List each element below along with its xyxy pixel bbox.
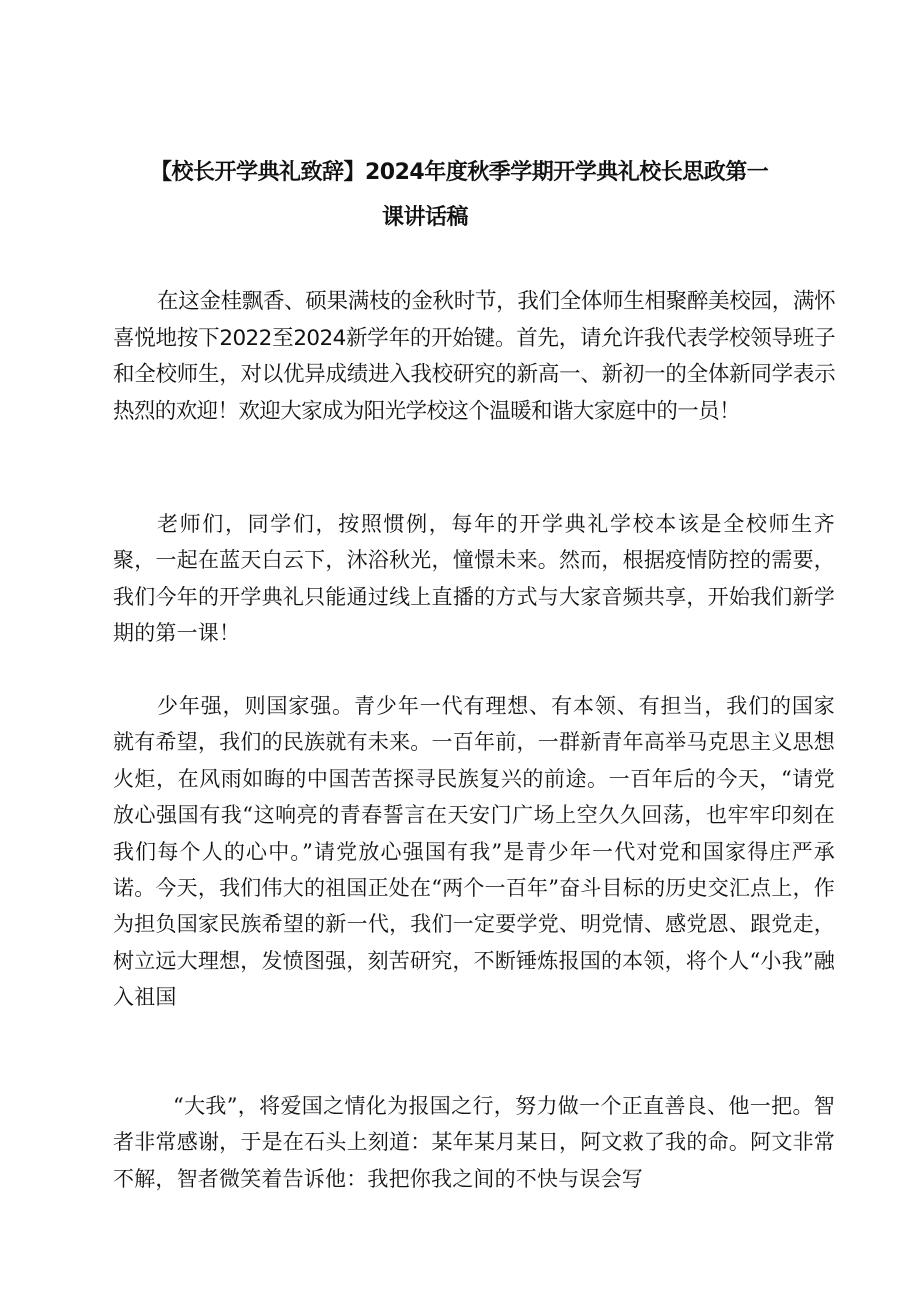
paragraph-welcome: 在这金桂飘香、硕果满枝的金秋时节，我们全体师生相聚醉美校园，满怀喜悦地按下2022至2024新学年的开始键。首先，请允许我代表学校领导班子和全校师生，对以优异成绩进入我校研究的新高一、新初一的全体新同学表示热烈的欢迎！欢迎大家成为阳光学校这个温暖和谐大家庭中的一员！	[113, 289, 835, 424]
title-line-2: 课讲话稿	[382, 205, 469, 230]
paragraph-youth-strong: 少年强，则国家强。青少年一代有理想、有本领、有担当，我们的国家就有希望，我们的民族就有未来。一百年前，一群新青年高举马克思主义思想火炬，在风雨如晦的中国苦苦探寻民族复兴的前途。一百年后的今天，“请党放心强国有我“这响亮的青春誓言在天安门广场上空久久回荡，也牢牢印刻在我们每个人的心中。”请党放心强国有我”是青少年一代对党和国家得庄严承诺。今天，我们伟大的祖国正处在“两个一百年”奋斗目标的历史交汇点上，作为担负国家民族希望的新一代，我们一定要学党、明党情、感党恩、跟党走，树立远大理想，发愤图强，刻苦研究，不断锤炼报国的本领，将个人“小我”融入祖国	[113, 694, 835, 1010]
paragraph-da-wo: “大我”，将爱国之情化为报国之行，努力做一个正直善良、他一把。智者非常感谢，于是在石头上刻道：某年某月某日，阿文救了我的命。阿文非常不解，智者微笑着告诉他：我把你我之间的不快与误会写	[113, 1094, 835, 1191]
document-title	[150, 150, 840, 240]
title-line-1: 【校长开学典礼致辞】2024年度秋季学期开学典礼校长思政第一	[150, 160, 769, 185]
paragraph-online-ceremony: 老师们，同学们，按照惯例，每年的开学典礼学校本该是全校师生齐聚，一起在蓝天白云下，沐浴秋光，憧憬未来。然而，根据疫情防控的需要，我们今年的开学典礼只能通过线上直播的方式与大家音频共享，开始我们新学期的第一课！	[113, 512, 835, 646]
